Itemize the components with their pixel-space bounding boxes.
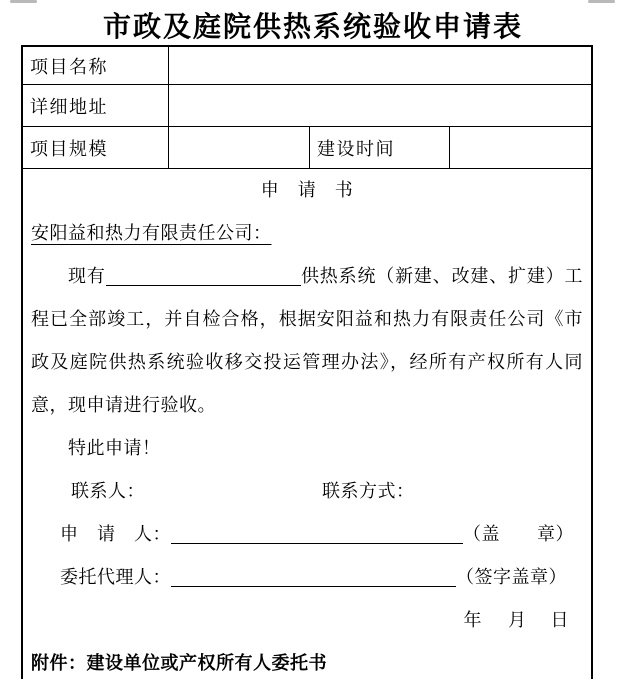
applicant-label: 申 请 人： [60,524,171,544]
agent-line [31,556,583,599]
agent-seal-note: （签字盖章） [456,567,567,587]
date-line [31,599,583,642]
applicant-line [31,513,583,556]
date-year-label: 年 [463,610,482,630]
body-suffix: 供热系统（新建、改建、扩建）工程已全部竣工，并自检合格，根据安阳益和热力有限责任公司《市政及庭院供热系统验收移交投运管理办法》，经所有产权所有人同意，现申请进行验收。 [31,266,584,415]
contact-label: 联系人： [71,481,145,501]
build-time-value-cell[interactable] [450,127,591,169]
scale-value-cell[interactable] [169,127,310,169]
date-day-label: 日 [550,610,569,630]
contact-line [31,470,583,513]
applicant-signature-blank[interactable] [171,527,463,544]
attachment-note: 附件：建设单位或产权所有人委托书 [31,653,327,673]
agent-signature-blank[interactable] [171,570,456,587]
date-month-label: 月 [508,610,527,630]
address-value-cell[interactable] [169,85,591,127]
applicant-seal-note: （盖 章） [463,524,574,544]
screen-artifact-right [588,0,615,3]
project-name-value-cell[interactable] [169,47,591,85]
build-time-label: 建设时间 [310,127,450,169]
agent-label: 委托代理人： [60,567,171,587]
salutation-line [31,212,583,255]
body-prefix: 现有 [68,266,106,286]
screen-artifact-left [10,0,37,3]
application-letter [23,169,591,685]
info-table [21,45,593,679]
closing-line: 特此申请！ [68,438,161,458]
page-title: 市政及庭院供热系统验收申请表 [102,12,523,43]
letter-heading: 申 请 书 [260,180,354,200]
project-name-label: 项目名称 [23,47,169,85]
contact-method-label: 联系方式： [322,481,415,501]
scale-label: 项目规模 [23,127,169,169]
system-name-blank[interactable] [106,269,301,286]
address-label: 详细地址 [23,85,169,127]
letter-body-paragraph [31,255,583,427]
salutation-text: 安阳益和热力有限责任公司： [31,223,272,243]
